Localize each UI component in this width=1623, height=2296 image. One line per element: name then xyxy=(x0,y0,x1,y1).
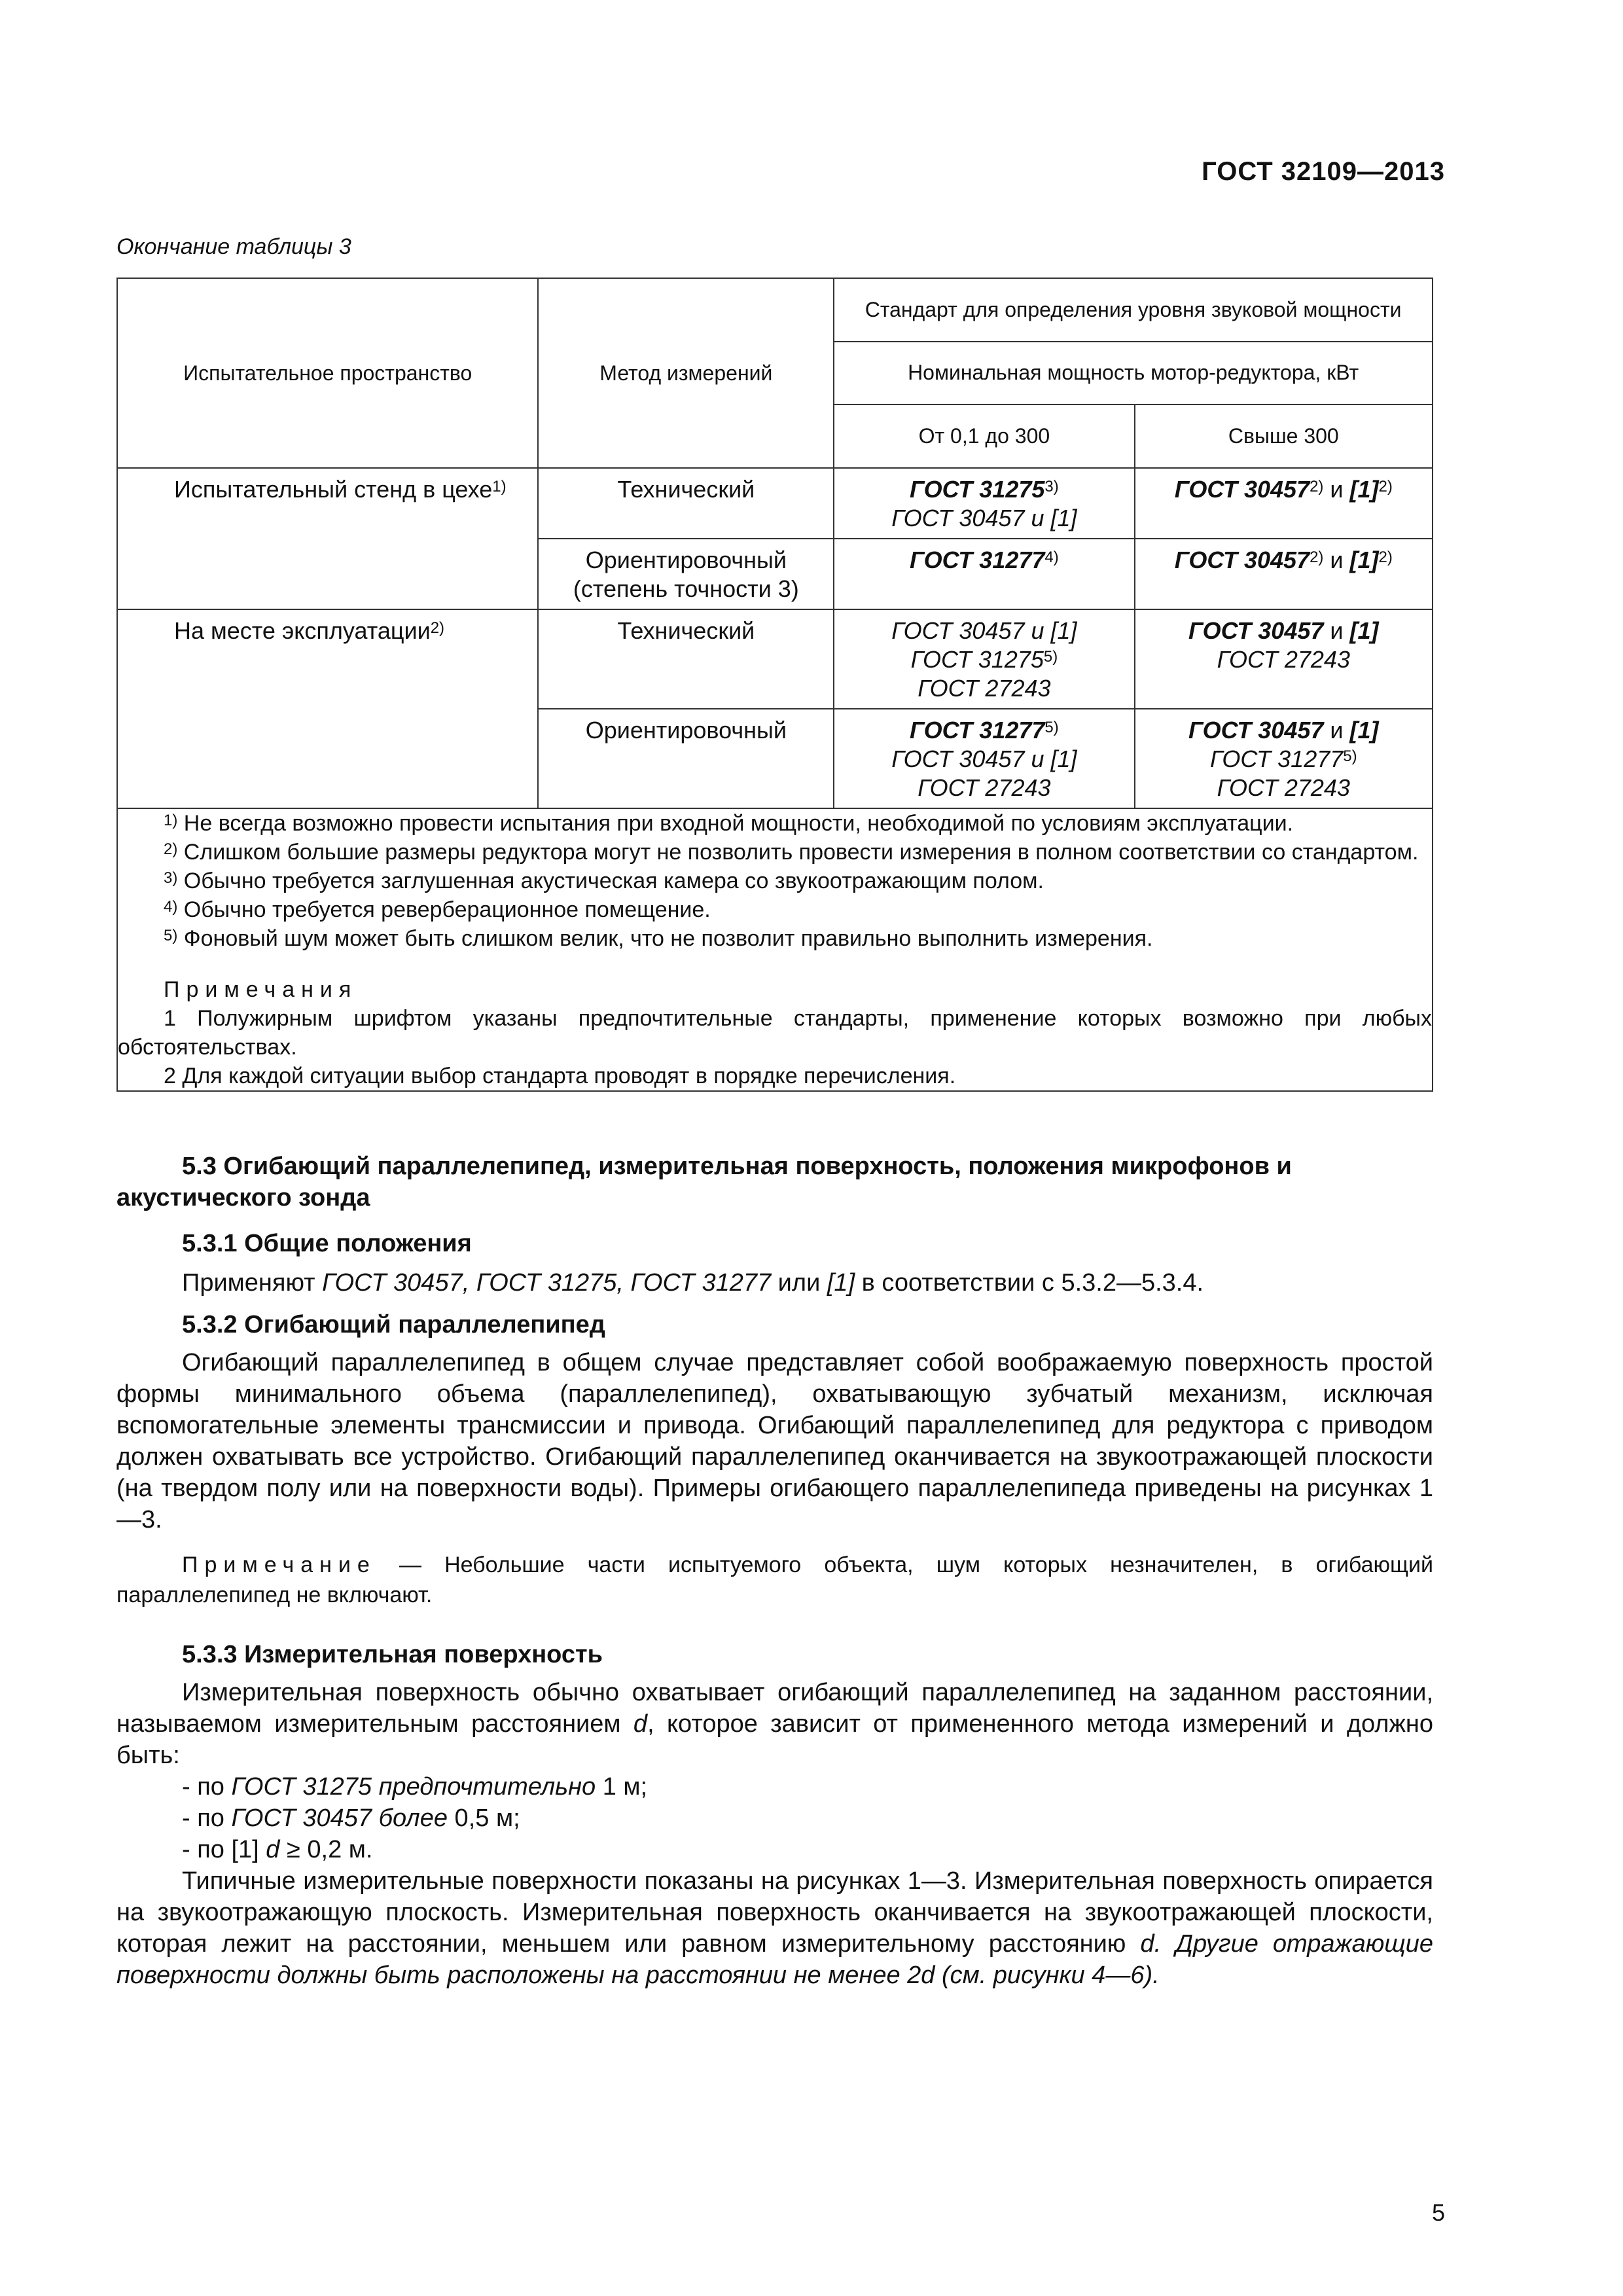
subsection-heading-531: 5.3.1 Общие положения xyxy=(182,1230,472,1257)
cell-space-workshop: Испытательный стенд в цехе$^{1)}$ xyxy=(117,468,538,609)
cell-standard-low: ГОСТ 30457 и [1] ГОСТ 31275$^{5)}$ ГОСТ 27243 xyxy=(834,609,1134,709)
cell-standard-low: ГОСТ 31275$^{3)}$ ГОСТ 30457 и [1] xyxy=(834,468,1134,539)
note-532: Примечание — Небольшие части испытуемого объекта, шум которых незначителен, в огибающий параллелепипед не включают. xyxy=(116,1552,1433,1607)
cell-standard-low: ГОСТ 31277$^{4)}$ xyxy=(834,539,1134,609)
paragraph-533: Измерительная поверхность обычно охватывает огибающий параллелепипед на заданном расстоянии, называемом измерительным расстоянием d, которое зависит от примененного метода измерений и должно быть: xyxy=(116,1679,1434,1769)
footnote: $^{5)}$ Фоновый шум может быть слишком велик, что не позволит правильно выполнить измерения. xyxy=(164,926,1153,951)
paragraph-532: Огибающий параллелепипед в общем случае представляет собой воображаемую поверхность простой формы минимального объема (параллелепипед), охватывающую зубчатый механизм, исключая вспомогательные элементы трансмиссии и привода. Огибающий параллелепипед для редуктора с приводом должен охватывать все устройство. Огибающий параллелепипед оканчивается на звукоотражающей плоскости (на твердом полу или на поверхности воды). Примеры огибающего параллелепипеда приведены на рисунках 1—3. xyxy=(116,1349,1433,1534)
table-caption: Окончание таблицы 3 xyxy=(116,234,351,259)
cell-standard-low: ГОСТ 31277$^{5)}$ ГОСТ 30457 и [1] ГОСТ 27243 xyxy=(834,709,1134,808)
cell-standard-high: ГОСТ 30457$^{2)}$ и $[1]^{2)}$ xyxy=(1135,539,1433,609)
cell-method-approximate: Ориентировочный xyxy=(538,709,834,808)
cell-standard-high: ГОСТ 30457$^{2)}$ и $[1]^{2)}$ xyxy=(1135,468,1433,539)
list-item: - по [1] d ≥ 0,2 м. xyxy=(182,1836,373,1863)
cell-method-technical: Технический xyxy=(538,468,834,539)
header-power: Номинальная мощность мотор-редуктора, кВт xyxy=(834,342,1433,405)
header-power-high: Свыше 300 xyxy=(1135,404,1433,468)
footnote: $^{1)}$ Не всегда возможно провести испытания при входной мощности, необходимой по условиям эксплуатации. xyxy=(164,811,1294,836)
list-item: - по ГОСТ 30457 более 0,5 м; xyxy=(182,1804,520,1832)
page-number: 5 xyxy=(1431,2199,1445,2226)
cell-method-approximate: Ориентировочный (степень точности 3) xyxy=(538,539,834,609)
notes-heading: Примечания xyxy=(164,977,358,1002)
standards-table xyxy=(116,278,1433,1092)
footnote: $^{4)}$ Обычно требуется реверберационное помещение. xyxy=(164,897,711,922)
section-5-3 xyxy=(116,1151,1433,1991)
subsection-heading-532: 5.3.2 Огибающий параллелепипед xyxy=(182,1311,605,1338)
section-heading: 5.3 Огибающий параллелепипед, измерительная поверхность, положения микрофонов и акустического зонда xyxy=(116,1153,1292,1211)
table-footnotes xyxy=(117,808,1433,1091)
header-method: Метод измерений xyxy=(538,278,834,468)
footnote: $^{3)}$ Обычно требуется заглушенная акустическая камера со звукоотражающим полом. xyxy=(164,869,1044,893)
footnote: $^{2)}$ Слишком большие размеры редуктора могут не позволить провести измерения в полном соответствии со стандартом. xyxy=(164,840,1419,865)
header-power-low: От 0,1 до 300 xyxy=(834,404,1134,468)
paragraph-531: Применяют ГОСТ 30457, ГОСТ 31275, ГОСТ 31277 или [1] в соответствии с 5.3.2—5.3.4. xyxy=(182,1269,1204,1297)
paragraph-533-cont: Типичные измерительные поверхности показаны на рисунках 1—3. Измерительная поверхность опирается на звукоотражающую плоскость. Измерительная поверхность оканчивается на звукоотражающей плоскости, которая лежит на расстоянии, меньшем или равном измерительному расстоянию d. Другие отражающие поверхности должны быть расположены на расстоянии не менее 2d (см. рисунки 4—6). xyxy=(116,1867,1433,1989)
standard-header: ГОСТ 32109—2013 xyxy=(1202,157,1445,186)
list-item: - по ГОСТ 31275 предпочтительно 1 м; xyxy=(182,1773,648,1801)
header-test-space: Испытательное пространство xyxy=(117,278,538,468)
cell-space-onsite: На месте эксплуатации$^{2)}$ xyxy=(117,609,538,808)
note-item: 1 Полужирным шрифтом указаны предпочтительные стандарты, применение которых возможно при любых обстоятельствах. xyxy=(118,1006,1432,1060)
cell-standard-high: ГОСТ 30457 и [1] ГОСТ 31277$^{5)}$ ГОСТ 27243 xyxy=(1135,709,1433,808)
cell-standard-high: ГОСТ 30457 и [1] ГОСТ 27243 xyxy=(1135,609,1433,709)
cell-method-technical: Технический xyxy=(538,609,834,709)
note-item: 2 Для каждой ситуации выбор стандарта проводят в порядке перечисления. xyxy=(164,1064,956,1088)
header-standard: Стандарт для определения уровня звуковой мощности xyxy=(834,278,1433,342)
subsection-heading-533: 5.3.3 Измерительная поверхность xyxy=(182,1641,603,1668)
